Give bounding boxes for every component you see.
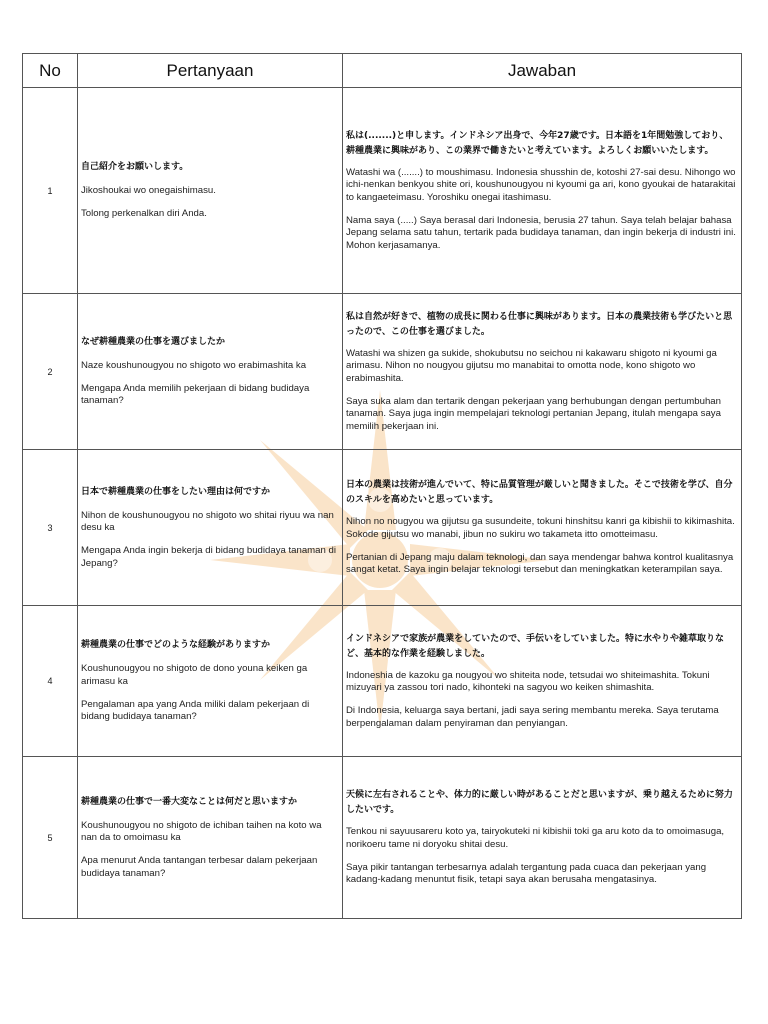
question-romaji: Jikoshoukai wo onegaishimasu.	[81, 185, 216, 197]
question-cell	[78, 88, 343, 294]
answer-indonesian: Pertanian di Jepang maju dalam teknologi, dan saya mendengar bahwa kontrol kualitasnya sangat ketat. Saya ingin belajar teknologi tersebut dan meningkatkan keterampilan saya.	[346, 551, 734, 576]
row-number: 3	[23, 450, 78, 606]
answer-indonesian: Saya suka alam dan tertarik dengan pekerjaan yang berhubungan dengan pertumbuhan tanaman. Saya juga ingin mempelajari teknologi pertanian Jepang, itulah mengapa saya memilih pekerjaan ini.	[346, 395, 721, 432]
header-no: No	[23, 54, 78, 88]
answer-indonesian: Nama saya (.....) Saya berasal dari Indonesia, berusia 27 tahun. Saya telah belajar bahasa Jepang selama satu tahun, tertarik pada budidaya tanaman, dan ingin bekerja di industri ini. Mohon kerjasamanya.	[346, 214, 736, 251]
question-japanese: 耕種農業の仕事で一番大変なことは何だと思いますか	[81, 796, 298, 807]
answer-romaji: Indoneshia de kazoku ga nougyou wo shiteita node, tetsudai wo shiteimashita. Tokuni mizuyari ya zassou tori nado, kihonteki na sagyou wo keiken shimashita.	[346, 669, 710, 694]
answer-japanese: インドネシアで家族が農業をしていたので、手伝いをしていました。特に水やりや雑草取りなど、基本的な作業を経験しました。	[346, 633, 725, 659]
table-row	[23, 450, 742, 606]
answer-cell	[343, 606, 742, 757]
question-romaji: Koushunougyou no shigoto de dono youna keiken ga arimasu ka	[81, 663, 308, 687]
question-indonesian: Mengapa Anda memilih pekerjaan di bidang budidaya tanaman?	[81, 382, 310, 407]
answer-japanese: 私は自然が好きで、植物の成長に関わる仕事に興味があります。日本の農業技術も学びたいと思ったので、この仕事を選びました。	[346, 311, 733, 337]
answer-cell	[343, 450, 742, 606]
table-header-row	[23, 54, 742, 88]
answer-cell	[343, 757, 742, 919]
answer-cell	[343, 88, 742, 294]
interview-qa-table	[22, 53, 742, 919]
answer-romaji: Watashi wa shizen ga sukide, shokubutsu no seichou ni kakawaru shigoto ni kyoumi ga arimasu. Nihon no nougyou gijutsu mo manabitai to omotta node, kono shigoto wo erabimashita.	[346, 347, 717, 384]
answer-indonesian: Di Indonesia, keluarga saya bertani, jadi saya sering membantu mereka. Saya terutama berpengalaman dalam penyiraman dan penyiangan.	[346, 705, 719, 729]
question-japanese: なぜ耕種農業の仕事を選びましたか	[81, 337, 226, 348]
answer-japanese: 私は(.......)と申します。インドネシア出身で、今年27歳です。日本語を1年間勉強しており、耕種農業に興味があり、この業界で働きたいと考えています。よろしくお願いいたします。	[346, 130, 729, 156]
question-romaji: Naze koushunougyou no shigoto wo erabimashita ka	[81, 360, 307, 372]
question-indonesian: Pengalaman apa yang Anda miliki dalam pekerjaan di bidang budidaya tanaman?	[81, 698, 310, 723]
question-indonesian: Mengapa Anda ingin bekerja di bidang budidaya tanaman di Jepang?	[81, 545, 336, 569]
answer-romaji: Nihon no nougyou wa gijutsu ga susundeite, tokuni hinshitsu kanri ga kibishii to kikimashita. Sokode gijutsu wo manabi, jibun no sukiru wo takameta itto omotteimasu.	[346, 516, 735, 540]
question-indonesian: Tolong perkenalkan diri Anda.	[81, 208, 207, 219]
question-cell	[78, 294, 343, 450]
question-japanese: 自己紹介をお願いします。	[81, 162, 189, 173]
answer-japanese: 天候に左右されることや、体力的に厳しい時があることだと思いますが、乗り越えるために努力したいです。	[346, 790, 733, 816]
header-answer: Jawaban	[343, 54, 742, 88]
question-japanese: 日本で耕種農業の仕事をしたい理由は何ですか	[81, 486, 271, 497]
row-number: 5	[23, 757, 78, 919]
question-indonesian: Apa menurut Anda tantangan terbesar dalam pekerjaan budidaya tanaman?	[81, 855, 318, 879]
row-number: 4	[23, 606, 78, 757]
answer-japanese: 日本の農業は技術が進んでいて、特に品質管理が厳しいと聞きました。そこで技術を学び、自分のスキルを高めたいと思っています。	[346, 480, 733, 506]
table-row	[23, 88, 742, 294]
answer-romaji: Watashi wa (.......) to moushimasu. Indonesia shusshin de, kotoshi 27-sai desu. Nihongo wo ichi-nenkan benkyou shite ori, koushunougyou ni kyoumi ga ari, kono gyoukai de hatarakitai to kangaeteimasu. Yoroshiku onegai itashimasu.	[346, 166, 736, 203]
question-romaji: Koushunougyou no shigoto de ichiban taihen na koto wa nan da to omoimasu ka	[81, 819, 322, 844]
table-row	[23, 606, 742, 757]
table-row	[23, 757, 742, 919]
answer-indonesian: Saya pikir tantangan terbesarnya adalah tergantung pada cuaca dan pekerjaan yang kadang-kadang menuntut fisik, tetapi saya akan berusaha mengatasinya.	[346, 861, 707, 886]
row-number: 1	[23, 88, 78, 294]
table-row	[23, 294, 742, 450]
answer-romaji: Tenkou ni sayuusareru koto ya, tairyokuteki ni kibishii toki ga aru koto da to omoimasuga, norikoeru tame ni doryoku shitai desu.	[346, 826, 725, 850]
header-question: Pertanyaan	[78, 54, 343, 88]
answer-cell	[343, 294, 742, 450]
row-number: 2	[23, 294, 78, 450]
question-japanese: 耕種農業の仕事でどのような経験がありますか	[81, 640, 271, 651]
question-cell	[78, 757, 343, 919]
question-cell	[78, 606, 343, 757]
question-romaji: Nihon de koushunougyou no shigoto wo shitai riyuu wa nan desu ka	[81, 509, 334, 534]
question-cell	[78, 450, 343, 606]
